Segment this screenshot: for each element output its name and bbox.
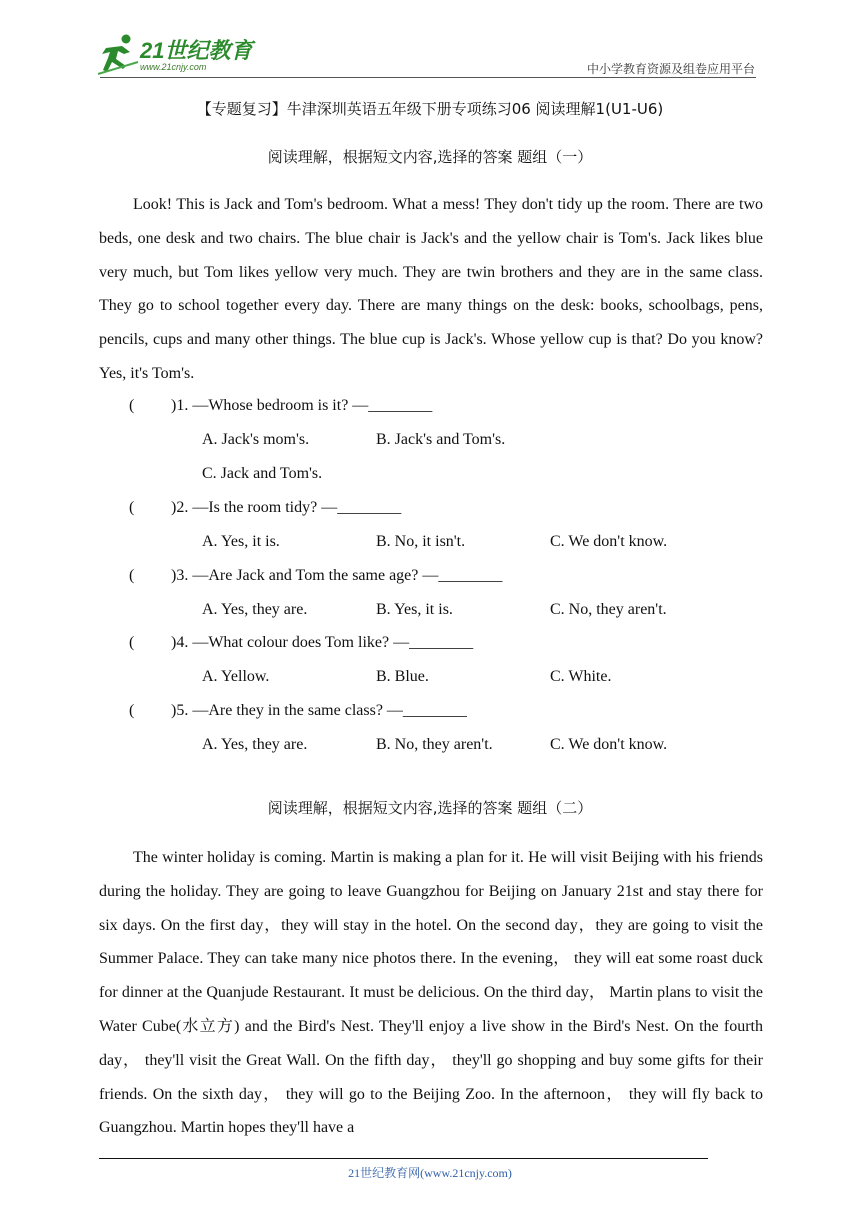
answer-blank[interactable]: ( xyxy=(129,567,135,584)
section-title-2: 阅读理解，根据短文内容,选择的答案 题组（二） xyxy=(267,799,593,817)
question-number: )5. xyxy=(171,702,189,719)
option-b: B. No, they aren't. xyxy=(376,736,493,753)
question-text: —Is the room tidy? —________ xyxy=(192,499,402,516)
question-5 xyxy=(129,702,467,724)
question-number: )1. xyxy=(171,397,189,414)
logo xyxy=(96,32,266,78)
header-platform-text: 中小学教育资源及组卷应用平台 xyxy=(586,62,755,76)
question-4-options xyxy=(202,668,762,690)
question-text: —What colour does Tom like? —________ xyxy=(192,634,474,651)
passage-line: going to visit the Summer Palace. They can take many nice photos there. In the evening， they xyxy=(99,916,763,968)
option-b: B. Yes, it is. xyxy=(376,601,453,618)
passage-line: will eat some roast duck for dinner at the Quanjude Restaurant. It must be delicious. On the xyxy=(99,950,764,1002)
logo-url: www.21cnjy.com xyxy=(140,62,207,72)
passage-line: third day， Martin plans to visit the Water Cube(水立方) and the Bird's Nest. They'll enjoy a xyxy=(99,984,763,1035)
question-text: —Whose bedroom is it? —________ xyxy=(192,397,433,414)
answer-blank[interactable]: ( xyxy=(129,397,135,414)
question-5-options xyxy=(202,736,762,758)
question-2 xyxy=(129,499,401,521)
question-1 xyxy=(129,397,432,419)
runner-logo-icon xyxy=(96,32,140,78)
passage-line: friends during the holiday. They are going to leave Guangzhou for Beijing on January 21st and xyxy=(99,849,763,900)
option-a: A. Jack's mom's. xyxy=(202,431,310,448)
passage-line: live show in the Bird's Nest. On the fourth day， they'll visit the Great Wall. On the fifth day， xyxy=(99,1017,763,1069)
answer-blank[interactable]: ( xyxy=(129,702,135,719)
option-b: B. Jack's and Tom's. xyxy=(376,431,506,448)
passage-line: yellow cup is that? Do you know? Yes, it's Tom's. xyxy=(99,331,764,382)
document-title: 【专题复习】牛津深圳英语五年级下册专项练习06 阅读理解1(U1-U6) xyxy=(196,100,664,118)
passage-line: Jack likes blue very much, but Tom likes yellow very much. They are twin brothers and they xyxy=(99,229,763,281)
passage-2 xyxy=(99,841,763,1145)
option-a: A. Yes, they are. xyxy=(202,736,308,753)
question-number: )4. xyxy=(171,634,189,651)
passage-line: stay there for six days. On the first day，they will stay in the hotel. On the second day，they are xyxy=(99,882,763,934)
question-number: )3. xyxy=(171,567,189,584)
passage-line: books, schoolbags, pens, pencils, cups and many other things. The blue cup is Jack's. Whose xyxy=(99,297,764,349)
option-a: A. Yes, it is. xyxy=(202,533,280,550)
passage-line: Look! This is Jack and Tom's bedroom. What a mess! They don't tidy up the room. There xyxy=(133,196,716,213)
question-4 xyxy=(129,634,473,656)
footer-divider xyxy=(99,1158,708,1159)
option-a: A. Yellow. xyxy=(202,668,270,685)
question-2-options xyxy=(202,533,762,555)
passage-line: The winter holiday is coming. Martin is making a plan for it. He will visit Beijing with his xyxy=(133,849,719,866)
option-c: C. We don't know. xyxy=(550,533,668,550)
option-c: C. Jack and Tom's. xyxy=(202,465,323,482)
option-c: C. White. xyxy=(550,668,612,685)
passage-1 xyxy=(99,188,763,391)
question-number: )2. xyxy=(171,499,189,516)
passage-line: they'll go shopping and buy some gifts for their friends. On the sixth day， they will go to the xyxy=(99,1051,763,1103)
question-text: —Are Jack and Tom the same age? —________ xyxy=(192,567,503,584)
page-header xyxy=(0,0,860,82)
passage-line: are two beds, one desk and two chairs. The blue chair is Jack's and the yellow chair is Tom's. xyxy=(99,196,764,247)
question-1-options-row2 xyxy=(202,465,762,487)
section-title-1: 阅读理解，根据短文内容,选择的答案 题组（一） xyxy=(267,148,593,166)
option-c: C. We don't know. xyxy=(550,736,668,753)
question-3 xyxy=(129,567,502,589)
passage-line: are in the same class. They go to school together every day. There are many things on the desk: xyxy=(99,263,763,315)
option-b: B. No, it isn't. xyxy=(376,533,466,550)
answer-blank[interactable]: ( xyxy=(129,499,135,516)
option-a: A. Yes, they are. xyxy=(202,601,308,618)
header-divider xyxy=(100,77,756,78)
option-c: C. No, they aren't. xyxy=(550,601,667,618)
passage-line: Beijing Zoo. In the afternoon， they will fly back to Guangzhou. Martin hopes they'll have a xyxy=(99,1085,763,1137)
answer-blank[interactable]: ( xyxy=(129,634,135,651)
logo-text: 21世纪教育 xyxy=(140,38,253,63)
question-1-options xyxy=(202,431,762,453)
footer-text: 21世纪教育网(www.21cnjy.com) xyxy=(348,1166,512,1180)
question-3-options xyxy=(202,601,762,623)
question-text: —Are they in the same class? —________ xyxy=(192,702,467,719)
option-b: B. Blue. xyxy=(376,668,429,685)
